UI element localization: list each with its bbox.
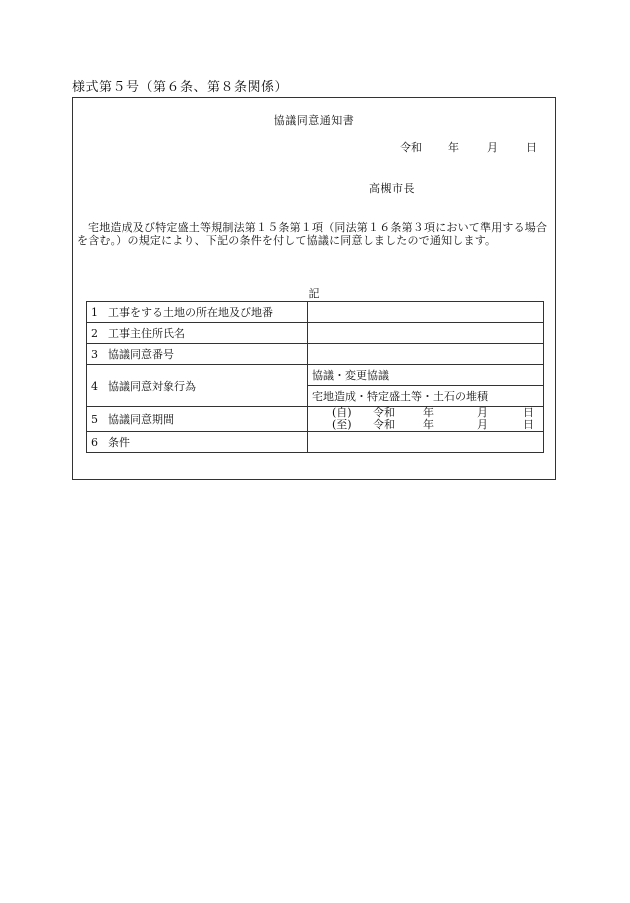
period-from-day: 日 <box>523 406 534 419</box>
period-to-line <box>332 419 543 431</box>
item-number: 1 <box>91 306 98 319</box>
item-label-cell <box>87 323 308 344</box>
date-day: 日 <box>526 141 537 154</box>
item-label-cell <box>87 344 308 365</box>
table-row <box>87 432 544 453</box>
item-number: 2 <box>91 327 98 340</box>
period-from-month: 月 <box>477 406 488 419</box>
body-text: 宅地造成及び特定盛土等規制法第１５条第１項（同法第１６条第３項において準用する場合を含む。）の規定により、下記の条件を付して協議に同意しましたので通知します。 <box>77 221 548 247</box>
item-value-cell <box>308 323 544 344</box>
date-year: 年 <box>448 141 459 154</box>
table-row <box>87 302 544 323</box>
item-value-cell <box>308 302 544 323</box>
form-number: 様式第５号（第６条、第８条関係） <box>72 80 289 95</box>
item-label: 協議同意番号 <box>108 348 174 361</box>
addressee: 高槻市長 <box>369 182 415 195</box>
item-label-cell <box>87 365 308 407</box>
period-from-year: 年 <box>423 406 434 419</box>
ki-heading: 記 <box>308 287 320 300</box>
item-label: 工事主住所氏名 <box>108 327 185 340</box>
item-number: 6 <box>91 436 98 449</box>
date-era: 令和 <box>400 141 422 154</box>
item-label: 協議同意対象行為 <box>108 379 196 393</box>
date-line <box>400 139 537 155</box>
item-number: 3 <box>91 348 98 361</box>
item-number: 5 <box>91 413 98 426</box>
period-from-era: 令和 <box>373 406 395 419</box>
document-frame <box>72 97 556 480</box>
period-from-line <box>332 407 543 419</box>
period-to-month: 月 <box>477 418 488 431</box>
item-label: 工事をする土地の所在地及び地番 <box>108 306 273 319</box>
table-row <box>87 344 544 365</box>
item-value-cell <box>308 432 544 453</box>
period-from-tag: (自) <box>332 406 352 419</box>
period-to-year: 年 <box>423 418 434 431</box>
item-value-cell <box>308 344 544 365</box>
period-to-era: 令和 <box>373 418 395 431</box>
table-row <box>87 323 544 344</box>
item-number: 4 <box>91 379 98 393</box>
item-label-cell <box>87 432 308 453</box>
item-value-cell: 宅地造成・特定盛土等・土石の堆積 <box>308 386 544 407</box>
period-to-tag: (至) <box>332 418 352 431</box>
document-title: 協議同意通知書 <box>273 114 355 127</box>
item-label-cell <box>87 302 308 323</box>
period-cell <box>308 407 544 432</box>
items-table <box>86 301 544 453</box>
table-row <box>87 365 544 386</box>
item-value-cell: 協議・変更協議 <box>308 365 544 386</box>
item-label-cell <box>87 407 308 432</box>
table-row <box>87 407 544 432</box>
item-label: 協議同意期間 <box>108 413 174 426</box>
date-month: 月 <box>487 141 498 154</box>
item-label: 条件 <box>108 436 130 449</box>
period-to-day: 日 <box>523 418 534 431</box>
